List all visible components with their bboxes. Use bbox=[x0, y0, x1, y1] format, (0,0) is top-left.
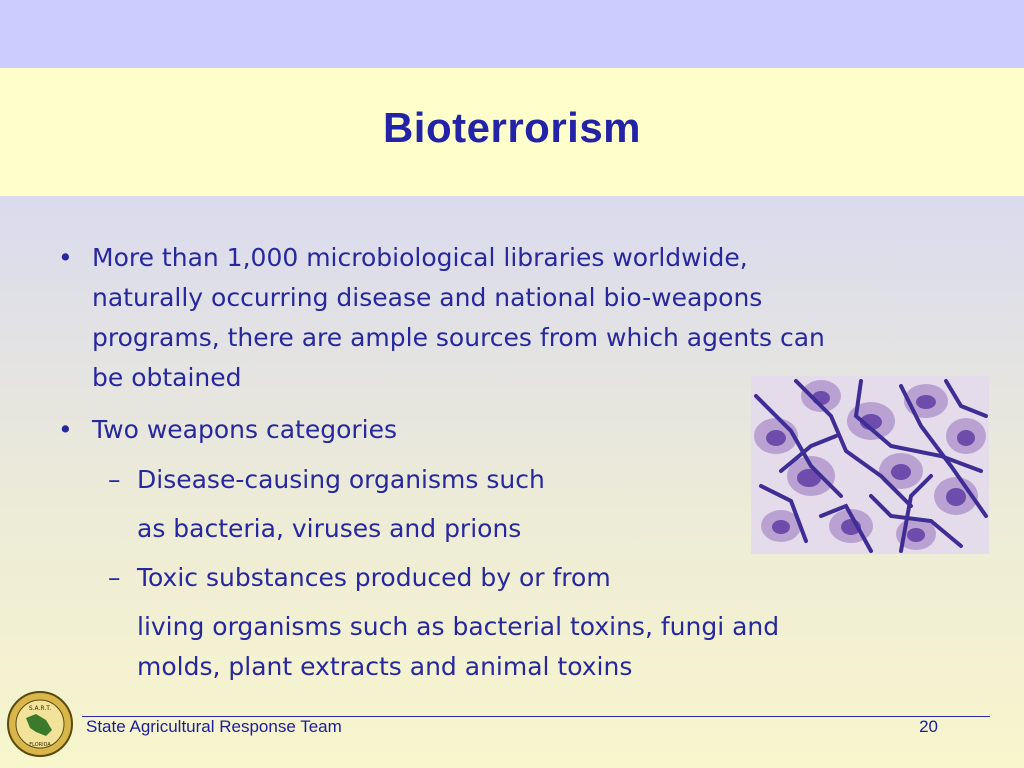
bullet-1-line-3: programs, there are ample sources from which agents can bbox=[92, 323, 825, 352]
logo-state: FLORIDA bbox=[29, 742, 51, 748]
bullet-1-line-1: More than 1,000 microbiological libraries worldwide, bbox=[92, 243, 748, 272]
sart-seal-logo bbox=[6, 690, 74, 758]
slide-title: Bioterrorism bbox=[382, 104, 642, 151]
footer-organization: State Agricultural Response Team bbox=[86, 717, 342, 736]
bacteria-micrograph-image bbox=[751, 376, 989, 554]
subitem-2-line-2: living organisms such as bacterial toxins, fungi and bbox=[137, 612, 780, 641]
bullet-1-line-4: be obtained bbox=[92, 363, 242, 392]
subitem-2-line-3: molds, plant extracts and animal toxins bbox=[137, 652, 633, 681]
bullet-marker: • bbox=[58, 243, 73, 272]
subitem-1-line-2: as bacteria, viruses and prions bbox=[137, 514, 522, 543]
sub-bullet-marker: – bbox=[108, 563, 121, 592]
subitem-1-line-1: Disease-causing organisms such bbox=[137, 465, 545, 494]
title-band bbox=[0, 68, 1024, 196]
bullet-2-line-1: Two weapons categories bbox=[92, 415, 397, 444]
footer-page-number: 20 bbox=[919, 717, 938, 736]
sub-bullet-marker: – bbox=[108, 465, 121, 494]
top-band bbox=[0, 0, 1024, 68]
bullet-1-line-2: naturally occurring disease and national bio-weapons bbox=[92, 283, 763, 312]
subitem-2-line-1: Toxic substances produced by or from bbox=[137, 563, 611, 592]
logo-initials: S.A.R.T. bbox=[28, 705, 52, 712]
bullet-marker: • bbox=[58, 415, 73, 444]
